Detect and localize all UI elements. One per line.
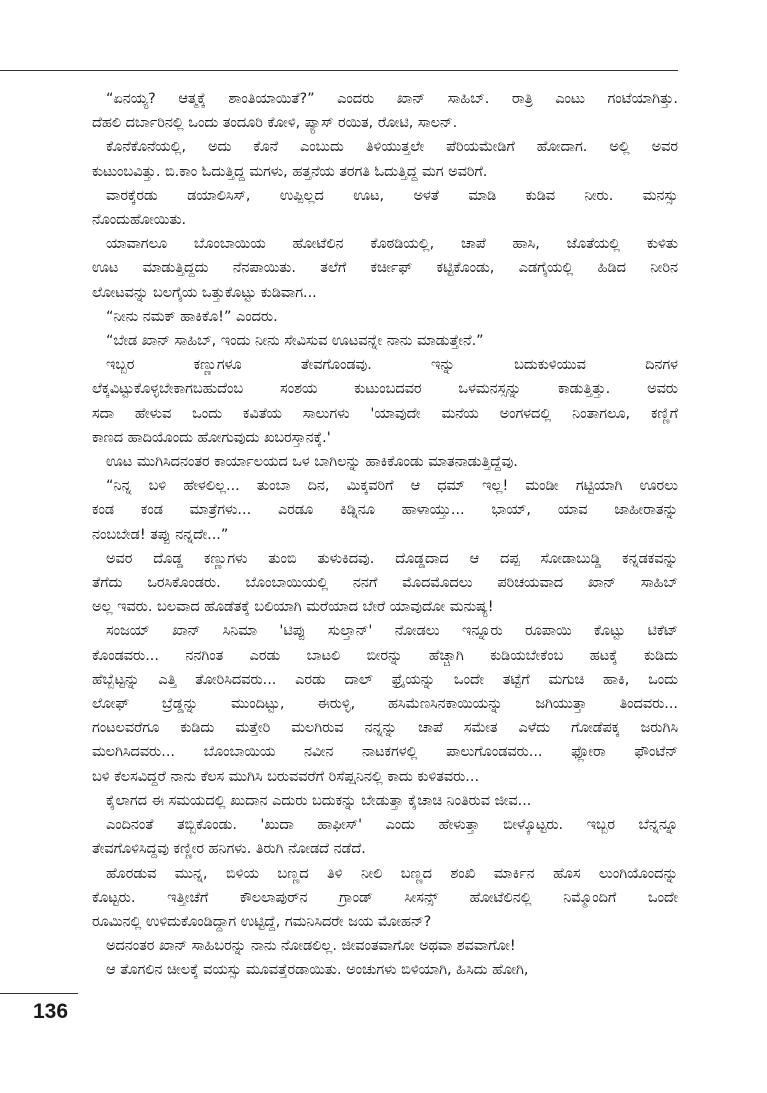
text-line: ಲೆಕ್ಕವಿಟ್ಟುಕೊಳ್ಳಬೇಕಾಗಬಹುದೆಂಬ ಸಂಶಯ ಕುಟುಂಬದವರ ಒಳಮನಸ್ಸನ್ನು ಕಾಡುತ್ತಿತ್ತು. ಅವರು xyxy=(92,381,678,398)
paragraph xyxy=(92,619,678,788)
text-line: ಕಂಡ ಕಂಡ ಮಾತ್ರೆಗಳು... ಎರಡೂ ಕಿಡ್ನಿನೂ ಹಾಳಾಯ್ತು... ಭಾಯ್, ಯಾವ ಜಾಹೀರಾತನ್ನು xyxy=(92,502,678,519)
paragraph xyxy=(92,547,678,620)
text-line: ಕೊನೆಕೊನೆಯಲ್ಲಿ, ಅದು ಕೊನೆ ಎಂಬುದು ತಿಳಿಯುತ್ತಲೇ ಪೆರಿಯಮೇಡಿಗೆ ಹೋದಾಗ. ಅಲ್ಲಿ ಅವರ xyxy=(106,139,678,156)
text-line: ಗಂಟಲವರೆಗೂ ಕುಡಿದು ಮತ್ತೇರಿ ಮಲಗಿರುವ ನನ್ನನ್ನು ಚಾಪೆ ಸಮೇತ ಎಳೆದು ಗೋಡೆಪಕ್ಕ ಜರುಗಿಸಿ xyxy=(92,720,678,737)
paragraph xyxy=(92,958,678,982)
text-line: “ಏನಯ್ಯ? ಆತ್ಮಕ್ಕೆ ಶಾಂತಿಯಾಯಿತೆ?” ಎಂದರು ಖಾನ್ ಸಾಹಿಬ್. ರಾತ್ರಿ ಎಂಟು ಗಂಟೆಯಾಗಿತ್ತು. xyxy=(106,91,678,107)
text-line: ಸದಾ ಹೇಳುವ ಒಂದು ಕವಿತೆಯ ಸಾಲುಗಳು 'ಯಾವುದೇ ಮನೆಯ ಅಂಗಳದಲ್ಲಿ ನಿಂತಾಗಲೂ, ಕಣ್ಣಿಗೆ xyxy=(92,405,678,422)
text-line: ಆ ತೊಗಲಿನ ಚೀಲಕ್ಕೆ ವಯಸ್ಸು ಮೂವತ್ತೆರಡಾಯಿತು. ಅಂಚುಗಳು ಬಿಳಿಯಾಗಿ, ಹಿಸಿದು ಹೋಗಿ, xyxy=(106,962,529,979)
text-line: ದೆಹಲಿ ದರ್ಬಾರಿನಲ್ಲಿ ಒಂದು ತಂದೂರಿ ಕೋಳಿ, ಪ್ಯಾಸ್ ರಯಿತ, ರೋಟಿ, ಸಾಲನ್. xyxy=(92,115,458,132)
top-rule xyxy=(0,70,678,71)
paragraph xyxy=(92,934,678,958)
text-line: ನೊಂದುಹೋಯಿತು. xyxy=(92,212,187,229)
text-line: ಅಲ್ಲ ಇವರು. ಬಲವಾದ ಹೊಡೆತಕ್ಕೆ ಬಲಿಯಾಗಿ ಮರೆಯಾದ ಬೇರೆ ಯಾವುದೋ ಮನುಷ್ಯ! xyxy=(92,599,494,616)
text-line: ತೆಗೆದು ಒರಸಿಕೊಂಡರು. ಬೊಂಬಾಯಿಯಲ್ಲಿ ನನಗೆ ಮೊದಮೊದಲು ಪರಿಚಯವಾದ ಖಾನ್ ಸಾಹಿಬ್ xyxy=(92,575,678,592)
paragraph xyxy=(92,135,678,183)
paragraph xyxy=(92,329,678,353)
text-line: ಹೆಬ್ಬೆಟ್ಟನ್ನು ಎತ್ತಿ ತೋರಿಸಿದವರು... ಎರಡು ದಾಲ್ ಫ್ರೈಯನ್ನು ಒಂದೇ ತಟ್ಟೆಗೆ ಮಗುಚಿ ಹಾಕಿ, ಒಂದು xyxy=(92,671,678,688)
text-line: ಮಲಗಿಸಿದವರು... ಬೊಂಬಾಯಿಯ ನವೀನ ನಾಟಕಗಳಲ್ಲಿ ಪಾಲುಗೊಂಡವರು... ಫ್ಲೋರಾ ಫೌಂಟೆನ್ xyxy=(92,744,678,761)
paragraph xyxy=(92,813,678,861)
text-line: ಕಾಣದ ಹಾದಿಯೊಂದು ಹೋಗುವುದು ಖಬರಸ್ತಾನಕ್ಕೆ.' xyxy=(92,429,331,446)
text-line: ನಂಬಬೇಡ! ತಪ್ಪು ನನ್ನದೇ...” xyxy=(92,526,229,543)
text-line: ಊಟ ಮಾಡುತ್ತಿದ್ದದು ನೆನಪಾಯಿತು. ತಲೆಗೆ ಕರ್ಚೀಫ್ ಕಟ್ಟಿಕೊಂಡು, ಎಡಗೈಯಲ್ಲಿ ಹಿಡಿದ ನೀರಿನ xyxy=(92,260,678,277)
page-number-rule xyxy=(0,993,78,994)
text-line: ಎಂದಿನಂತೆ ತಬ್ಬಿಕೊಂಡು. 'ಖುದಾ ಹಾಫೀಸ್' ಎಂದು ಹೇಳುತ್ತಾ ಬೀಳ್ಕೊಟ್ಟರು. ಇಬ್ಬರ ಬೆನ್ನನ್ನೂ xyxy=(106,817,678,834)
text-line: ಕೈಲಾಗದ ಈ ಸಮಯದಲ್ಲಿ ಖುದಾನ ಎದುರು ಬದುಕನ್ನು ಬೇಡುತ್ತಾ ಕೈಚಾಚಿ ನಿಂತಿರುವ ಜೀವ... xyxy=(106,792,532,809)
text-line: ಅದನಂತರ ಖಾನ್ ಸಾಹಿಬರನ್ನು ನಾನು ನೋಡಲಿಲ್ಲ. ಜೀವಂತವಾಗೋ ಅಥವಾ ಶವವಾಗೋ! xyxy=(106,938,516,955)
paragraph xyxy=(92,862,678,935)
paragraph xyxy=(92,305,678,329)
body-text xyxy=(92,87,678,983)
text-line: ಇಬ್ಬರ ಕಣ್ಣುಗಳೂ ತೇವಗೊಂಡವು. ಇನ್ನು ಬದುಕುಳಿಯುವ ದಿನಗಳ xyxy=(106,357,678,374)
text-line: ಯಾವಾಗಲೂ ಬೊಂಬಾಯಿಯ ಹೋಟೆಲಿನ ಕೊಠಡಿಯಲ್ಲಿ, ಚಾಪೆ ಹಾಸಿ, ಜೊತೆಯಲ್ಲಿ ಕುಳಿತು xyxy=(106,236,678,253)
text-line: ಬಳಿ ಕೆಲಸವಿದ್ದರೆ ನಾನು ಕೆಲಸ ಮುಗಿಸಿ ಬರುವವರೆಗೆ ರಿಸೆಪ್ಷನಿನಲ್ಲಿ ಕಾದು ಕುಳಿತವರು... xyxy=(92,768,480,785)
text-line: “ನೀನು ನಮಕ್ ಹಾಕಿಕೊ!” ಎಂದರು. xyxy=(106,308,278,325)
text-line: ಲೋಫ್ ಬ್ರೆಡ್ಡನ್ನು ಮುಂದಿಟ್ಟು, ಈರುಳ್ಳಿ, ಹಸಿಮೆಣಸಿನಕಾಯಿಯನ್ನು ಜಗಿಯುತ್ತಾ ತಿಂದವರು... xyxy=(92,696,678,713)
text-line: “ಬೇಡ ಖಾನ್ ಸಾಹಿಬ್, ಇಂದು ನೀನು ಸೇವಿಸುವ ಊಟವನ್ನೇ ನಾನು ಮಾಡುತ್ತೇನೆ.” xyxy=(106,333,484,350)
text-line: “ನಿನ್ನ ಬಳಿ ಹೇಳಲಿಲ್ಲ... ತುಂಬಾ ದಿನ, ಮಿಕ್ಕವರಿಗೆ ಆ ಧಮ್ ಇಲ್ಲ! ಮಂಡೀ ಗಟ್ಟಿಯಾಗಿ ಊರಲು xyxy=(106,478,678,495)
text-line: ಕೊಟ್ಟರು. ಇತ್ತೀಚೆಗೆ ಕೌಲಲಾಪುರ್‌ನ ಗ್ರಾಂಡ್ ಸೀಸನ್ಸ್ ಹೋಟೆಲಿನಲ್ಲಿ ನಿಮ್ಮೊಂದಿಗೆ ಒಂದೇ xyxy=(92,889,678,906)
page-number: 136 xyxy=(33,1000,69,1023)
text-line: ಕೊಂಡವರು... ನನಗಿಂತ ಎರಡು ಬಾಟಲಿ ಬೀರನ್ನು ಹೆಚ್ಚಾಗಿ ಕುಡಿಯಬೇಕೆಂಬ ಹಟಕ್ಕೆ ಕುಡಿದು xyxy=(92,647,678,664)
text-line: ತೇವಗೊಳಿಸಿದ್ದವು ಕಣ್ಣೀರ ಹನಿಗಳು. ತಿರುಗಿ ನೋಡದೆ ನಡೆದೆ. xyxy=(92,841,366,858)
text-line: ಅವರ ದೊಡ್ಡ ಕಣ್ಣುಗಳು ತುಂಬಿ ತುಳುಕಿದವು. ದೊಡ್ಡದಾದ ಆ ದಪ್ಪ ಸೋಡಾಬುಡ್ಡಿ ಕನ್ನಡಕವನ್ನು xyxy=(106,550,678,567)
paragraph xyxy=(92,232,678,305)
paragraph xyxy=(92,450,678,474)
paragraph xyxy=(92,184,678,232)
text-line: ವಾರಕ್ಕೆರಡು ಡಯಾಲಿಸಿಸ್, ಉಪ್ಪಿಲ್ಲದ ಊಟ, ಅಳತೆ ಮಾಡಿ ಕುಡಿವ ನೀರು. ಮನಸ್ಸು xyxy=(106,187,678,204)
text-line: ಊಟ ಮುಗಿಸಿದನಂತರ ಕಾರ್ಯಾಲಯದ ಒಳ ಬಾಗಿಲನ್ನು ಹಾಕಿಕೊಂಡು ಮಾತನಾಡುತ್ತಿದ್ದೆವು. xyxy=(106,454,518,471)
text-line: ಹೊರಡುವ ಮುನ್ನ, ಬಿಳಿಯ ಬಣ್ಣದ ತಿಳಿ ನೀಲಿ ಬಣ್ಣದ ಶಂಖಿ ಮಾರ್ಕಿನ ಹೊಸ ಲುಂಗಿಯೊಂದನ್ನು xyxy=(106,865,678,882)
paragraph xyxy=(92,353,678,450)
text-line: ರೂಮಿನಲ್ಲಿ ಉಳಿದುಕೊಂಡಿದ್ದಾಗ ಉಟ್ಟಿದ್ದೆ, ಗಮನಿಸಿದರೇ ಜಯ ಮೋಹನ್? xyxy=(92,913,432,930)
paragraph xyxy=(92,474,678,547)
text-line: ಕುಟುಂಬವಿತ್ತು. ಬಿ.ಕಾಂ ಓದುತ್ತಿದ್ದ ಮಗಳು, ಹತ್ತನೆಯ ತರಗತಿ ಓದುತ್ತಿದ್ದ ಮಗ ಅವರಿಗೆ. xyxy=(92,163,488,180)
paragraph xyxy=(92,789,678,813)
text-line: ಲೋಟವನ್ನು ಬಲಗೈಯ ಒತ್ತುಕೊಟ್ಟು ಕುಡಿವಾಗ... xyxy=(92,284,317,301)
text-line: ಸಂಜಯ್ ಖಾನ್ ಸಿನಿಮಾ 'ಟಿಪ್ಪು ಸುಲ್ತಾನ್' ನೋಡಲು ಇನ್ನೂರು ರೂಪಾಯಿ ಕೊಟ್ಟು ಟಿಕೆಟ್ xyxy=(106,623,678,640)
paragraph xyxy=(92,87,678,135)
